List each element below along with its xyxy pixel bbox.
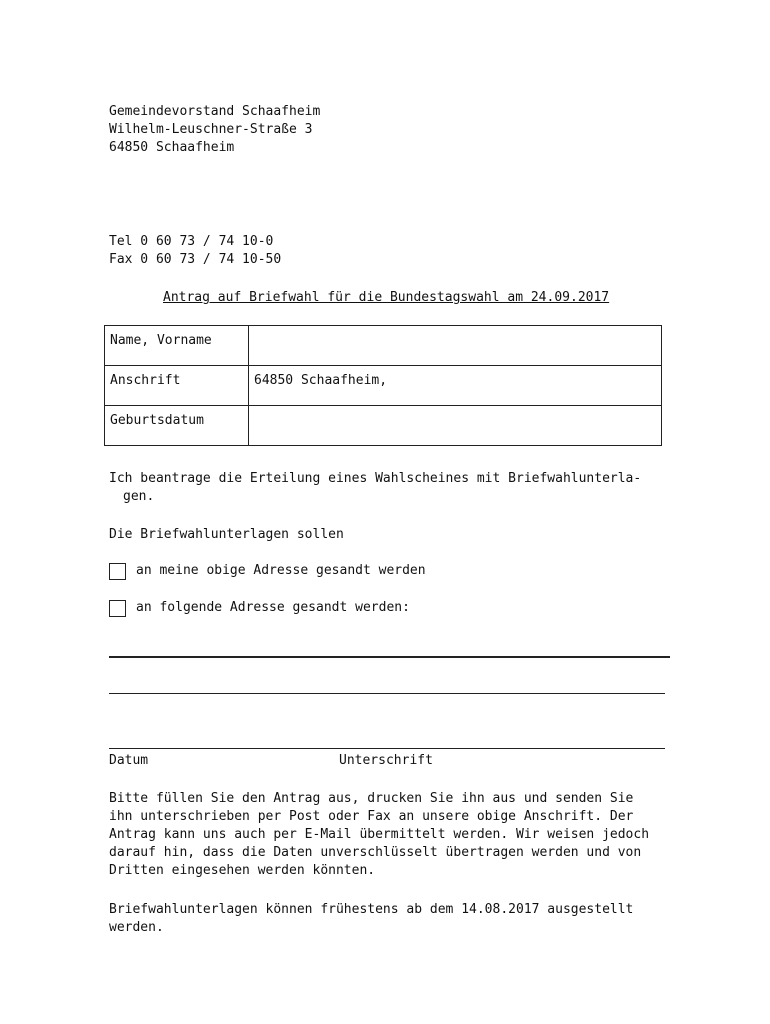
address-line-field-2[interactable] <box>109 693 665 694</box>
option-own-address-label: an meine obige Adresse gesandt werden <box>136 563 426 578</box>
delivery-intro: Die Briefwahlunterlagen sollen <box>109 527 344 542</box>
address-line-2: Wilhelm-Leuschner-Straße 3 <box>109 122 313 137</box>
form-row-address <box>105 366 662 406</box>
form-row-birthdate <box>105 406 662 446</box>
request-statement <box>109 470 669 506</box>
option-own-address[interactable] <box>109 562 426 580</box>
issue-date-note <box>109 901 633 937</box>
phone-number: Tel 0 60 73 / 74 10-0 <box>109 234 274 249</box>
option-other-address[interactable] <box>109 599 410 617</box>
address-line-1: Gemeindevorstand Schaafheim <box>109 104 321 119</box>
note-line: ihn unterschrieben per Post oder Fax an unsere obige Anschrift. Der <box>109 809 634 824</box>
note2-line: werden. <box>109 920 164 935</box>
birthdate-label: Geburtsdatum <box>105 406 249 446</box>
recipient-address <box>109 103 320 157</box>
signature-line[interactable] <box>109 748 665 749</box>
document-title: Antrag auf Briefwahl für die Bundestagswahl am 24.09.2017 <box>163 290 610 305</box>
note-line: darauf hin, dass die Daten unverschlüsselt übertragen werden und von <box>109 845 642 860</box>
address-label: Anschrift <box>105 366 249 406</box>
signature-label: Unterschrift <box>339 753 433 768</box>
option-other-address-label: an folgende Adresse gesandt werden: <box>136 600 410 615</box>
birthdate-field[interactable] <box>249 406 662 446</box>
date-label: Datum <box>109 753 149 768</box>
address-field[interactable]: 64850 Schaafheim, <box>249 366 662 406</box>
name-label: Name, Vorname <box>105 326 249 366</box>
form-row-name <box>105 326 662 366</box>
instructions-paragraph <box>109 790 649 880</box>
note-line: Bitte füllen Sie den Antrag aus, drucken Sie ihn aus und senden Sie <box>109 791 634 806</box>
fax-number: Fax 0 60 73 / 74 10-50 <box>109 252 282 267</box>
request-line-2: gen. <box>123 489 155 504</box>
address-line-field-1[interactable] <box>109 656 670 658</box>
note-line: Dritten eingesehen werden könnten. <box>109 863 376 878</box>
note-line: Antrag kann uns auch per E-Mail übermittelt werden. Wir weisen jedoch <box>109 827 650 842</box>
note2-line: Briefwahlunterlagen können frühestens ab dem 14.08.2017 ausgestellt <box>109 902 634 917</box>
checkbox-own-address[interactable] <box>109 563 126 580</box>
name-field[interactable] <box>249 326 662 366</box>
contact-info <box>109 233 281 269</box>
address-line-3: 64850 Schaafheim <box>109 140 235 155</box>
request-line-1: Ich beantrage die Erteilung eines Wahlscheines mit Briefwahlunterla- <box>109 471 642 486</box>
checkbox-other-address[interactable] <box>109 600 126 617</box>
applicant-form-table <box>104 325 662 446</box>
